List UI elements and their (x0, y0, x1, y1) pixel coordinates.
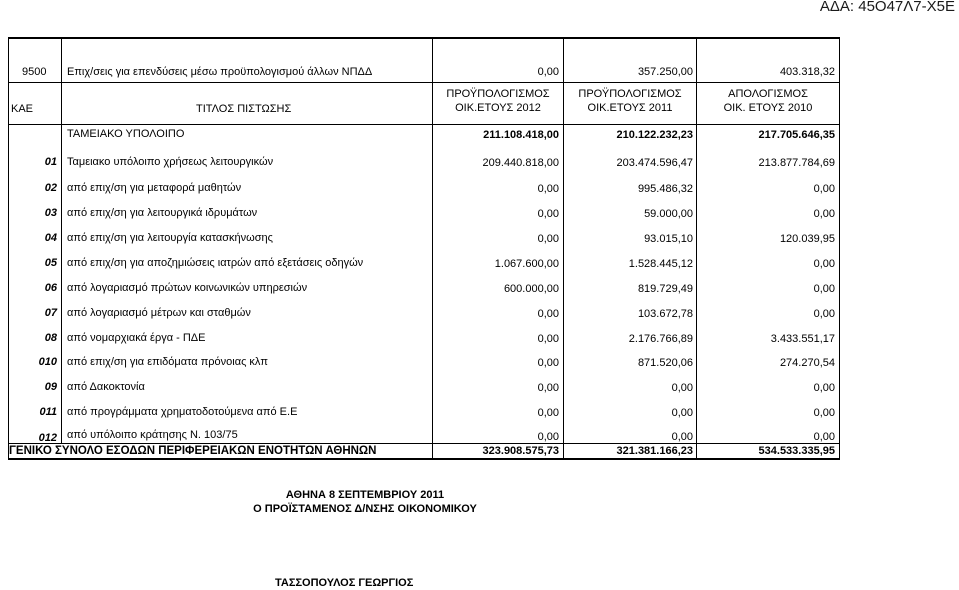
row-value-2011: 0,00 (671, 431, 693, 443)
row-title: από επιχ/ση για μεταφορά μαθητών (67, 182, 242, 194)
row-code: 01 (44, 156, 57, 168)
row-value-2010: 3.433.551,17 (770, 333, 835, 345)
row-code: 010 (38, 356, 57, 368)
row-value-2010: 0,00 (813, 283, 835, 295)
row-value-2012: 0,00 (537, 333, 559, 345)
grand-total-value-2011: 321.381.166,23 (616, 445, 693, 457)
grand-total-value-2012: 323.908.575,73 (482, 445, 559, 457)
footer-signer: ΤΑΣΣΟΠΟΥΛΟΣ ΓΕΩΡΓΙΟΣ (275, 577, 414, 589)
top-row-value-2011: 357.250,00 (637, 66, 693, 78)
row-value-2012: 0,00 (537, 183, 559, 195)
header-2011-line1: ΠΡΟΫΠΟΛΟΓΙΣΜΟΣ (578, 88, 682, 100)
row-value-2010: 0,00 (813, 431, 835, 443)
row-value-2011: 203.474.596,47 (616, 157, 693, 169)
row-value-2012: 0,00 (537, 357, 559, 369)
top-row-code: 9500 (22, 66, 47, 78)
row-title: από νομαρχιακά έργα - ΠΔΕ (67, 332, 206, 344)
row-value-2011: 0,00 (671, 382, 693, 394)
row-value-2011: 1.528.445,12 (628, 258, 693, 270)
row-value-2010: 120.039,95 (779, 233, 835, 245)
row-title: Ταμειακο υπόλοιπο χρήσεως λειτουργικών (67, 156, 274, 168)
row-value-2012: 0,00 (537, 308, 559, 320)
footer-date: ΑΘΗΝΑ 8 ΣΕΠΤΕΜΒΡΙΟΥ 2011 (285, 489, 445, 501)
header-2010-line1: ΑΠΟΛΟΓΙΣΜΟΣ (728, 88, 808, 100)
row-code: 09 (44, 381, 57, 393)
row-code: 04 (44, 232, 57, 244)
row-value-2011: 995.486,32 (637, 183, 693, 195)
row-code: 03 (44, 207, 57, 219)
row-value-2012: 0,00 (537, 208, 559, 220)
row-separator (8, 124, 840, 125)
row-value-2010: 0,00 (813, 208, 835, 220)
row-code: 05 (44, 257, 57, 269)
header-kae: ΚΑΕ (11, 103, 34, 115)
treasury-value-2011: 210.122.232,23 (616, 129, 693, 141)
ada-code: ΑΔΑ: 45Ο47Λ7-Χ5Ε (819, 0, 955, 15)
header-2012-line1: ΠΡΟΫΠΟΛΟΓΙΣΜΟΣ (446, 88, 550, 100)
row-code: 02 (44, 182, 57, 194)
top-row-value-2010: 403.318,32 (779, 66, 835, 78)
row-code: 012 (38, 432, 57, 444)
frame-right-line (839, 37, 840, 459)
row-value-2010: 0,00 (813, 258, 835, 270)
row-title: από επιχ/ση για λειτουργία κατασκήνωσης (67, 232, 273, 244)
treasury-title: ΤΑΜΕΙΑΚΟ ΥΠΟΛΟΙΠΟ (67, 128, 185, 140)
row-title: από επιχ/ση για λειτουργικά ιδρυμάτων (67, 207, 258, 219)
grand-total-value-2010: 534.533.335,95 (758, 445, 835, 457)
row-code: 011 (39, 406, 57, 418)
top-row-title: Επιχ/σεις για επενδύσεις μέσω προϋπολογισμού άλλων ΝΠΔΔ (67, 66, 373, 78)
row-value-2011: 103.672,78 (637, 308, 693, 320)
frame-top-line (8, 37, 840, 39)
row-value-2010: 274.270,54 (779, 357, 835, 369)
frame-left-line (8, 37, 9, 459)
header-2011-line2: ΟΙΚ.ΕΤΟΥΣ 2011 (587, 102, 673, 114)
row-value-2010: 213.877.784,69 (758, 157, 835, 169)
row-code: 08 (44, 332, 57, 344)
row-value-2011: 0,00 (671, 407, 693, 419)
row-title: από λογαριασμό μέτρων και σταθμών (67, 307, 251, 319)
row-value-2011: 2.176.766,89 (628, 333, 693, 345)
treasury-value-2012: 211.108.418,00 (483, 129, 559, 141)
row-title: από επιχ/ση για αποζημιώσεις ιατρών από εξετάσεις οδηγών (67, 257, 364, 269)
row-value-2012: 0,00 (537, 407, 559, 419)
row-value-2010: 0,00 (813, 183, 835, 195)
header-2010-line2: ΟΙΚ. ΕΤΟΥΣ 2010 (723, 102, 813, 114)
row-value-2010: 0,00 (813, 382, 835, 394)
row-value-2012: 600.000,00 (503, 283, 559, 295)
row-value-2012: 0,00 (537, 382, 559, 394)
row-value-2012: 0,00 (537, 431, 559, 443)
col-separator (61, 37, 62, 444)
row-value-2012: 0,00 (537, 233, 559, 245)
row-title: από Δακοκτονία (67, 381, 145, 393)
treasury-value-2010: 217.705.646,35 (758, 129, 835, 141)
row-value-2011: 59.000,00 (644, 208, 693, 220)
row-value-2011: 819.729,49 (637, 283, 693, 295)
row-title: από υπόλοιπο κράτησης Ν. 103/75 (67, 429, 238, 441)
row-title: από λογαριασμό πρώτων κοινωνικών υπηρεσιών (67, 282, 308, 294)
header-title: ΤΙΤΛΟΣ ΠΙΣΤΩΣΗΣ (196, 103, 292, 115)
row-value-2011: 871.520,06 (637, 357, 693, 369)
grand-total-title: ΓΕΝΙΚΟ ΣΥΝΟΛΟ ΕΣΟΔΩΝ ΠΕΡΙΦΕΡΕΙΑΚΩΝ ΕΝΟΤΗΤΩΝ ΑΘΗΝΩΝ (9, 445, 377, 457)
row-code: 07 (44, 307, 57, 319)
top-row-value-2012: 0,00 (537, 66, 559, 78)
row-separator (8, 82, 840, 83)
footer-role: Ο ΠΡΟΪΣΤΑΜΕΝΟΣ Δ/ΝΣΗΣ ΟΙΚΟΝΟΜΙΚΟΥ (253, 503, 477, 515)
row-value-2011: 93.015,10 (644, 233, 693, 245)
row-value-2010: 0,00 (813, 407, 835, 419)
row-value-2012: 209.440.818,00 (482, 157, 559, 169)
row-title: από επιχ/ση για επιδόματα πρόνοιας κλπ (67, 356, 269, 368)
row-value-2012: 1.067.600,00 (494, 258, 559, 270)
row-separator (8, 458, 840, 460)
row-code: 06 (44, 282, 57, 294)
row-value-2010: 0,00 (813, 308, 835, 320)
header-2012-line2: ΟΙΚ.ΕΤΟΥΣ 2012 (455, 102, 541, 114)
row-title: από προγράμματα χρηματοδοτούμενα από Ε.Ε (67, 406, 298, 418)
